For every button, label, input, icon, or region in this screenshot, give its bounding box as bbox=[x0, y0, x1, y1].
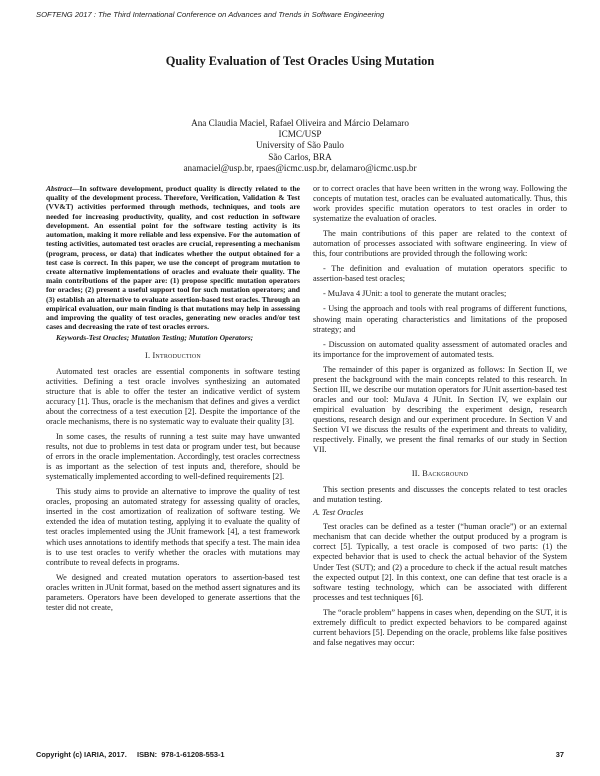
contribution-item-3: - Using the approach and tools with real programs of different functions, showing main operating characteristics and limitations of the proposed strategy; and bbox=[313, 304, 567, 334]
running-header: SOFTENG 2017 : The Third International Conference on Advances and Trends in Software Engineering bbox=[36, 10, 385, 19]
author-city: São Carlos, BRA bbox=[268, 151, 332, 162]
background-paragraph-1: This section presents and discusses the concepts related to test oracles and mutation testing. bbox=[313, 485, 567, 505]
keywords: Keywords-Test Oracles; Mutation Testing; Mutation Operators; bbox=[56, 332, 254, 342]
section-heading-introduction: I. Introduction bbox=[145, 350, 201, 360]
contribution-item-1: - The definition and evaluation of mutation operators specific to assertion-based test oracles; bbox=[313, 264, 567, 284]
intro-paragraph-4: We designed and created mutation operators to assertion-based test oracles written in JUnit format, based on the method assert signatures and its parameters. Operators have been developed to generate assertions that the tester did not create, bbox=[46, 572, 300, 612]
footer-copyright: Copyright (c) IARIA, 2017. ISBN: 978-1-61208-553-1 bbox=[36, 750, 225, 759]
abstract-label: Abstract bbox=[46, 184, 72, 193]
background-paragraph-2: Test oracles can be defined as a tester (“human oracle”) or an external mechanism that can decide whether the output produced by a program is correct [5]. Typically, a test oracle is composed of two parts: (1) the expected behavior that is used to check the actual behavior of the System Under Test (SUT); and (2) a procedure to check if the actual result matches the expected output [2]. In this context, one can define that test oracle is a software testing technology, which can be associated with different processes and test techniques [6]. bbox=[313, 522, 567, 602]
background-paragraph-3: The “oracle problem” happens in cases when, depending on the SUT, it is extremely difficult to predict expected behaviors to be compared against current behaviors [5]. Depending on the oracle, problems like false positives and false negatives may occur: bbox=[313, 607, 567, 647]
abstract bbox=[46, 184, 300, 332]
section-heading-background: II. Background bbox=[411, 469, 469, 479]
author-emails: anamaciel@usp.br, rpaes@icmc.usp.br, delamaro@icmc.usp.br bbox=[183, 162, 417, 173]
right-paragraph-2: The main contributions of this paper are related to the context of automation of processes associated with software engineering. In view of this, four contributions are provided through the following work: bbox=[313, 229, 567, 259]
author-names: Ana Claudia Maciel, Rafael Oliveira and Márcio Delamaro bbox=[191, 118, 409, 128]
paper-title: Quality Evaluation of Test Oracles Using Mutation bbox=[165, 54, 435, 68]
right-paragraph-3: The remainder of this paper is organized as follows: In Section II, we present the background with the main concepts related to this research. In Section III, we describe our mutation operators for JUnit assertion-based test oracles and our tool: MuJava 4 JUnit. In Section IV, we explain our empirical evaluation by describing the experiment design, research questions, research design and our experiment procedure. In Section V and Section VI we discuss the results of the experiment and threats to validity, respectively. Finally, we present the final remarks of our study in Section VII. bbox=[313, 364, 567, 455]
author-block bbox=[0, 118, 600, 174]
intro-paragraph-2: In some cases, the results of running a test suite may have unwanted results, not due to problems in test data or program under test, but because of errors in the oracle implementation. Accordingly, test oracles correctness is as important as the selection of test inputs and, therefore, should be systematically implemented according to well-defined requirements [2]. bbox=[46, 432, 300, 482]
author-university: University of São Paulo bbox=[255, 140, 345, 151]
right-paragraph-1: or to correct oracles that have been written in the wrong way. Following the concepts of mutation test, oracles can be evaluated automatically. Thus, this work provides specific mutation operators to test oracles in order to systematize the evaluation of oracles. bbox=[313, 184, 567, 224]
footer-page-number: 37 bbox=[555, 750, 564, 759]
contribution-item-2: - MuJava 4 JUnit: a tool to generate the mutant oracles; bbox=[323, 289, 507, 299]
author-institute: ICMC/USP bbox=[278, 129, 322, 140]
left-column bbox=[46, 184, 300, 613]
right-column bbox=[313, 184, 567, 648]
contribution-item-4: - Discussion on automated quality assessment of automated oracles and its importance for the improvement of automated tests. bbox=[313, 339, 567, 359]
abstract-text: —In software development, product quality is directly related to the quality of the development process. Therefore, Verification, Validation & Test (VV&T) activities performed through methods, techniques, and tools are needed for increasing productivity, quality, and cost reduction in software development. An essential point for the software testing activity is its automation, making it more reliable and less expensive. For the automation of testing activities, automated test oracles are crucial, representing a mechanism (program, process, or data) that indicates whether the output obtained for a test case is correct. In this paper, we use the concept of program mutation to create alternative implementations of oracles and evaluate their quality. The main contributions of the paper are: (1) propose specific mutation operators for oracles; (2) present a useful support tool for such mutation operators; and (3) establish an alternative to evaluate assertion-based test oracles. Through an empirical evaluation, our main finding is that mutations may help in assessing and improving the quality of test oracles, generating new oracles and/or test cases and decreasing the rate of test oracles errors. bbox=[46, 184, 300, 332]
intro-paragraph-3: This study aims to provide an alternative to improve the quality of test oracles, proposing an automated strategy for assessing quality of oracles, inserted in the cost amortization of realization of software testing. We extended the idea of mutation testing, applying it to evaluate the quality of test oracles implemented using the JUnit framework [4], a test framework which uses annotations to identify methods that specify a test. The main idea is to use test oracles to verify whether the oracles with mutations may contribute to reveal defects in programs. bbox=[46, 487, 300, 567]
subsection-heading-test-oracles: A. Test Oracles bbox=[313, 508, 364, 518]
intro-paragraph-1: Automated test oracles are essential components in software testing activities. Defining a test oracle involves synthesizing an automated structure that is able to offer the tester an indicative verdict of system accuracy [1]. Thus, oracle is the mechanism that defines and gives a verdict about the correctness of a test execution [2]. Despite the importance of the oracle mechanisms, there is no systematic way to evaluate their quality [3]. bbox=[46, 366, 300, 426]
